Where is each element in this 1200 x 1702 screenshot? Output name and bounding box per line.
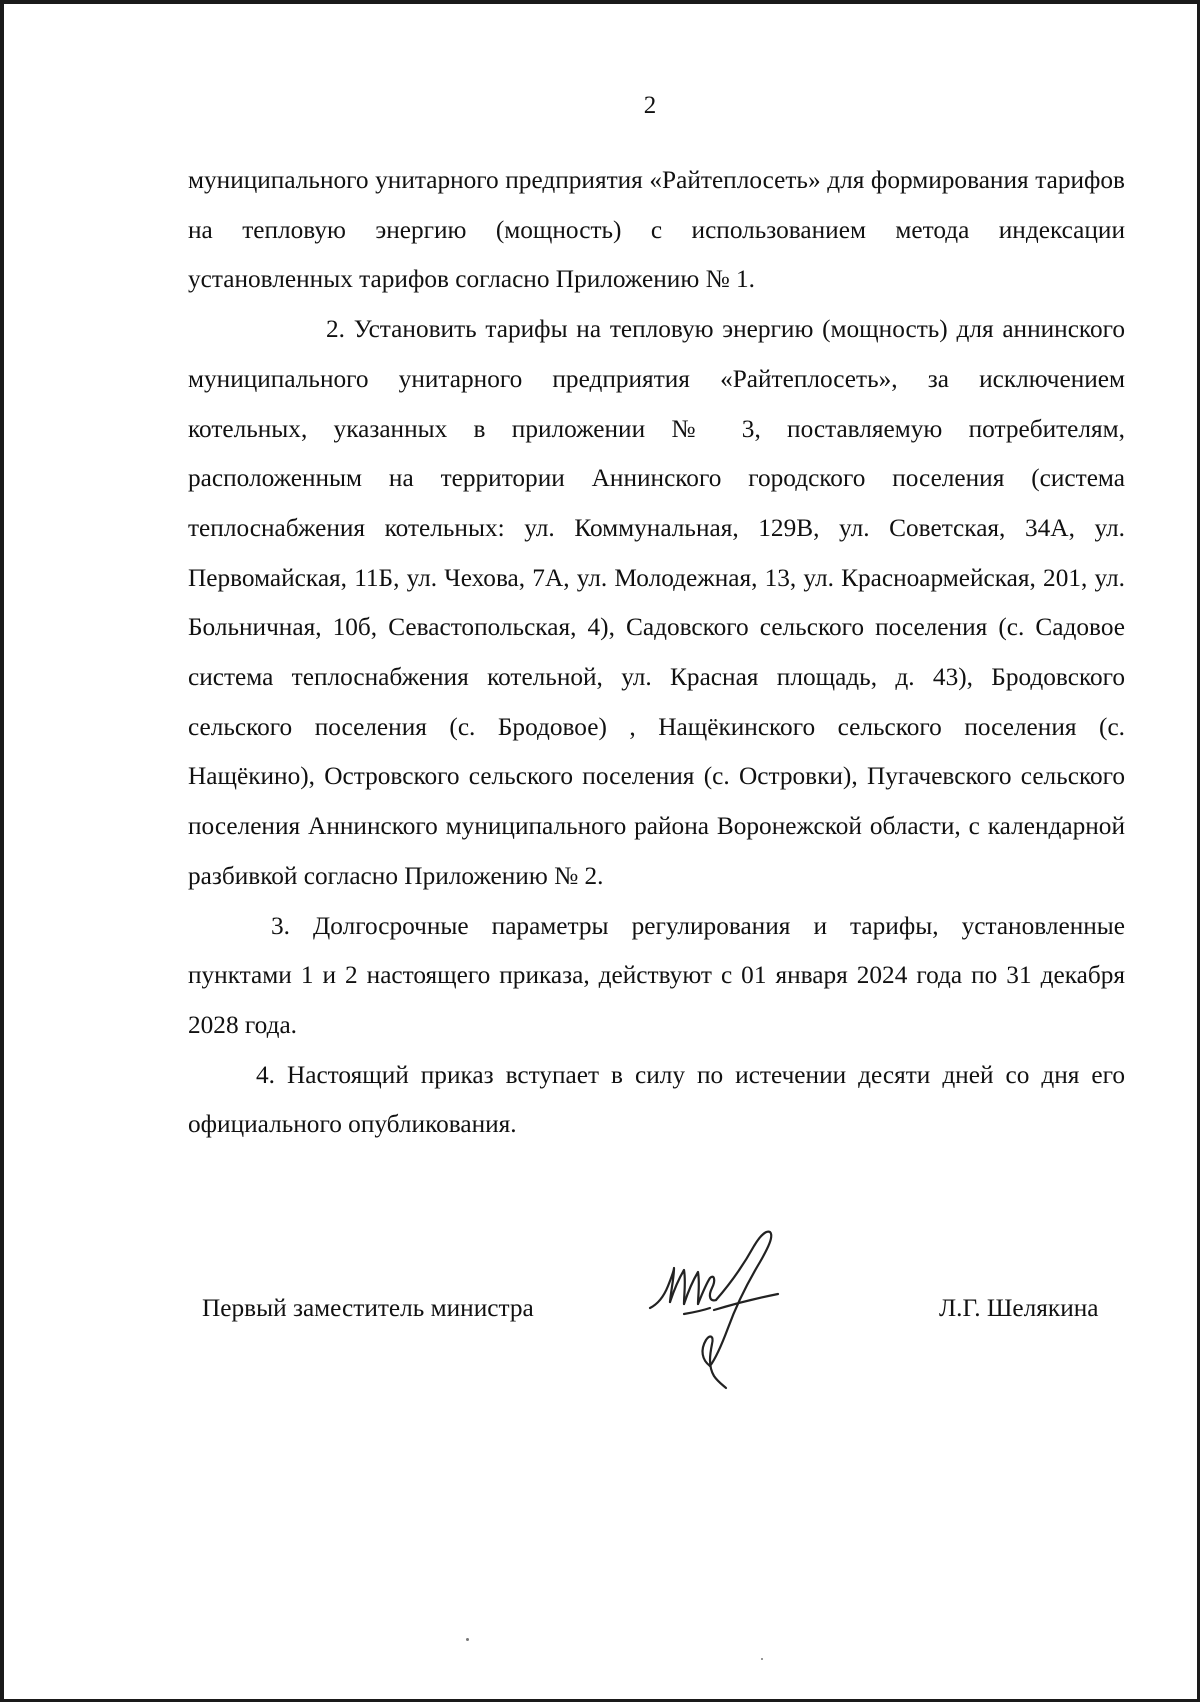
- scan-speck: [761, 1658, 763, 1660]
- paragraph-4: 4. Настоящий приказ вступает в силу по истечении десяти дней со дня его официального опубликования.: [188, 1060, 1125, 1139]
- signature-block: [4, 1286, 1200, 1346]
- scan-speck: [466, 1638, 469, 1641]
- document-body: [188, 156, 1125, 1150]
- paragraph-2: 2. Установить тарифы на тепловую энергию (мощность) для аннинского муниципального унитарного предприятия «Райтеплосеть», за исключением котельных, указанных в приложении № 3, поставляемую потребителям, расположенным на территории Аннинского городского поселения (система теплоснабжения котельных: ул. Коммунальная, 129В, ул. Советская, 34А, ул. Первомайская, 11Б, ул. Чехова, 7А, ул. Молодежная, 13, ул. Красноармейская, 201, ул. Больничная, 10б, Севастопольская, 4), Садовского сельского поселения (с. Садовое система теплоснабжения котельной, ул. Красная площадь, д. 43), Бродовского сельского поселения (с. Бродовое) , Нащёкинского сельского поселения (с. Нащёкино), Островского сельского поселения (с. Островки), Пугачевского сельского поселения Аннинского муниципального района Воронежской области, с календарной разбивкой согласно Приложению № 2.: [188, 315, 1125, 890]
- signatory-name: Л.Г. Шелякина: [939, 1294, 1099, 1322]
- page-number: 2: [643, 92, 657, 119]
- handwritten-signature-icon: [644, 1224, 824, 1394]
- signatory-title: Первый заместитель министра: [202, 1294, 534, 1322]
- paragraph-1: муниципального унитарного предприятия «Райтеплосеть» для формирования тарифов на тепловую энергию (мощность) с использованием метода индексации установленных тарифов согласно Приложению № 1.: [188, 166, 1125, 294]
- paragraph-3: 3. Долгосрочные параметры регулирования и тарифы, установленные пунктами 1 и 2 настоящего приказа, действуют с 01 января 2024 года по 31 декабря 2028 года.: [188, 911, 1125, 1039]
